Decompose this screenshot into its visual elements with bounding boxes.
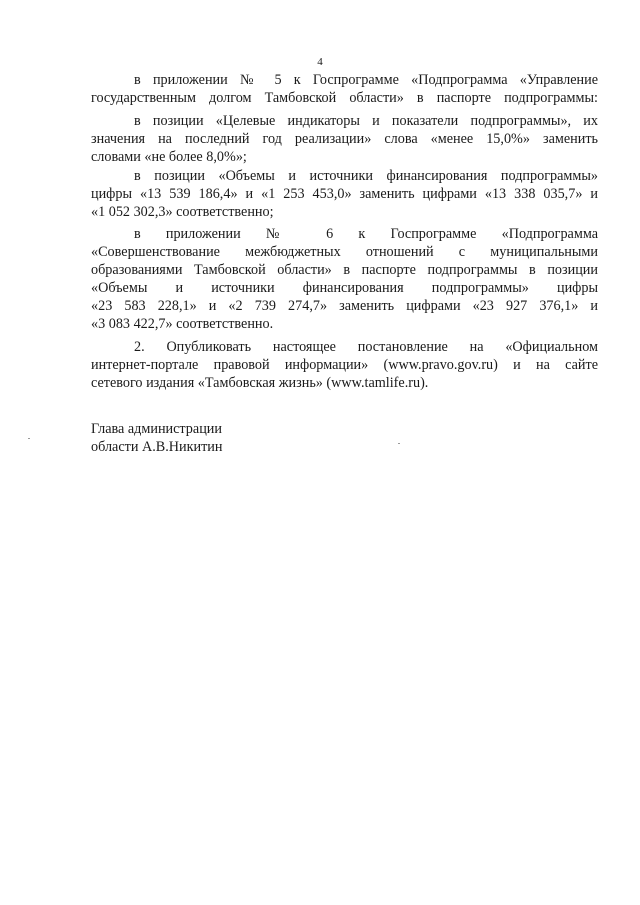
paragraph-3-line-3: «1 052 302,3» соответственно; <box>91 204 274 220</box>
signature-name: области А.В.Никитин <box>91 439 223 455</box>
paragraph-5-line-3: сетевого издания «Тамбовская жизнь» (www.tamlife.ru). <box>91 375 429 391</box>
paragraph-2-line-1: в позиции «Целевые индикаторы и показатели подпрограммы», их <box>134 113 598 129</box>
paragraph-3-line-1: в позиции «Объемы и источники финансирования подпрограммы» <box>134 168 598 184</box>
paragraph-1-line-2: государственным долгом Тамбовской области» в паспорте подпрограммы: <box>91 90 598 106</box>
paragraph-5-line-1: 2. Опубликовать настоящее постановление на «Официальном <box>134 339 598 355</box>
page-number: 4 <box>317 56 323 68</box>
signature-title: Глава администрации <box>91 421 222 437</box>
paragraph-4-line-4: «Объемы и источники финансирования подпрограммы» цифры <box>91 280 598 296</box>
paragraph-3-line-2: цифры «13 539 186,4» и «1 253 453,0» заменить цифрами «13 338 035,7» и <box>91 186 598 202</box>
scan-speck <box>398 443 400 444</box>
paragraph-1-line-1: в приложении № 5 к Госпрограмме «Подпрограмма «Управление <box>134 72 598 88</box>
paragraph-4-line-3: образованиями Тамбовской области» в паспорте подпрограммы в позиции <box>91 262 598 278</box>
paragraph-4-line-5: «23 583 228,1» и «2 739 274,7» заменить цифрами «23 927 376,1» и <box>91 298 598 314</box>
scan-speck <box>28 438 30 439</box>
paragraph-5-line-2: интернет-портале правовой информации» (www.pravo.gov.ru) и на сайте <box>91 357 598 373</box>
paragraph-2-line-3: словами «не более 8,0%»; <box>91 149 247 165</box>
paragraph-4-line-6: «3 083 422,7» соответственно. <box>91 316 274 332</box>
paragraph-4-line-2: «Совершенствование межбюджетных отношений с муниципальными <box>91 244 598 260</box>
paragraph-4-line-1: в приложении № 6 к Госпрограмме «Подпрограмма <box>134 226 598 242</box>
paragraph-2-line-2: значения на последний год реализации» слова «менее 15,0%» заменить <box>91 131 598 147</box>
